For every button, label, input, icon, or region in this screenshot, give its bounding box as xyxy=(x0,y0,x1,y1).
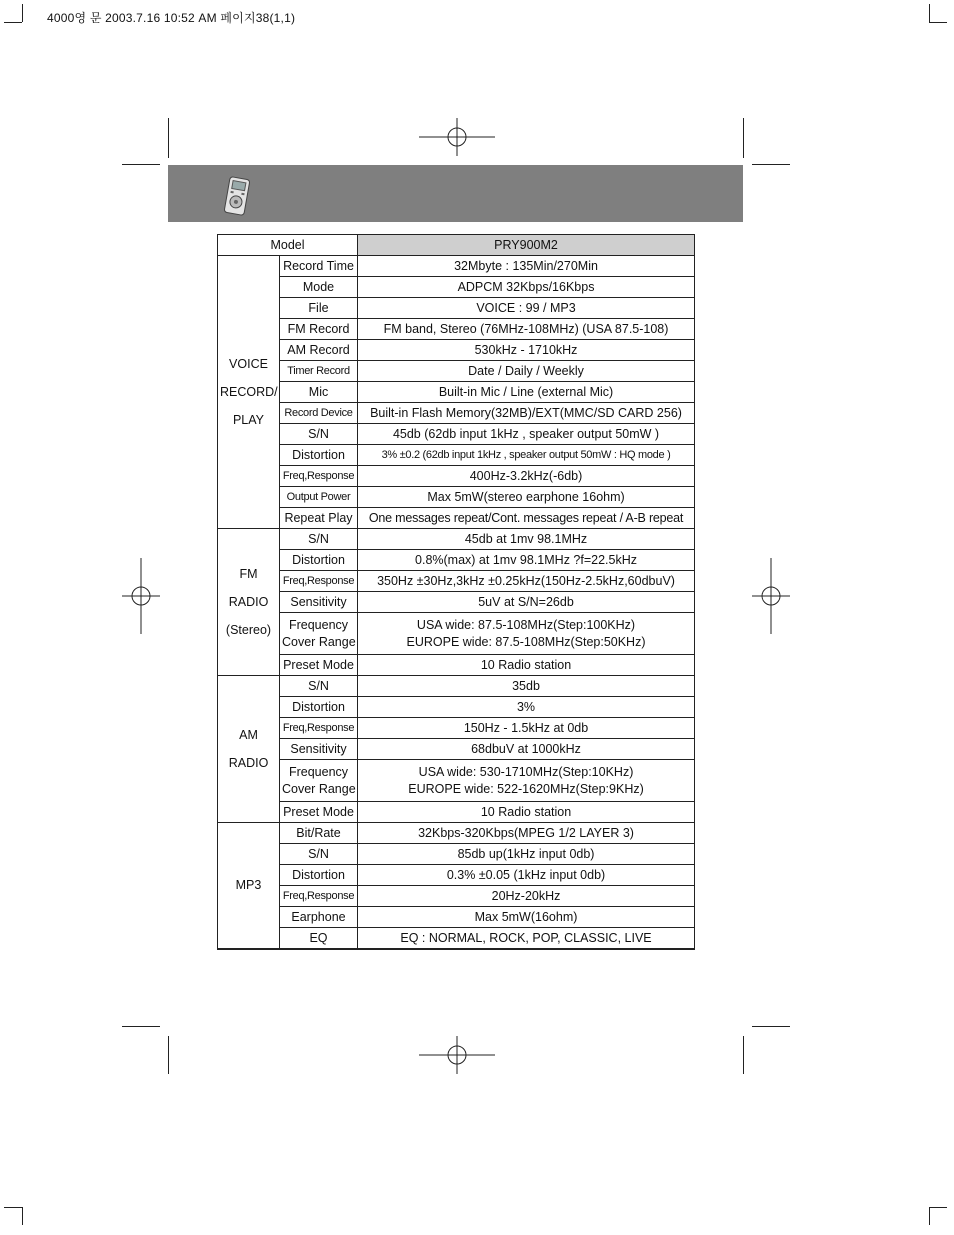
registration-target-icon xyxy=(752,558,790,634)
spec-value: 5uV at S/N=26db xyxy=(358,592,695,613)
spec-label: AM Record xyxy=(280,340,358,361)
spec-value: 20Hz-20kHz xyxy=(358,886,695,907)
crop-mark xyxy=(4,1207,22,1208)
spec-label: Preset Mode xyxy=(280,802,358,823)
table-row xyxy=(218,298,695,319)
spec-label: Freq,Response xyxy=(280,571,358,592)
spec-value: 3% ±0.2 (62db input 1kHz , speaker output 50mW : HQ mode ) xyxy=(358,445,695,466)
table-row xyxy=(218,340,695,361)
spec-value: ADPCM 32Kbps/16Kbps xyxy=(358,277,695,298)
crop-mark xyxy=(929,1207,947,1208)
spec-label-line: Frequency xyxy=(288,617,349,632)
trim-mark xyxy=(752,164,790,165)
spec-value: 150Hz - 1.5kHz at 0db xyxy=(358,718,695,739)
table-row xyxy=(218,739,695,760)
crop-mark xyxy=(22,4,23,22)
trim-mark xyxy=(122,1026,160,1027)
spec-value: 350Hz ±30Hz,3kHz ±0.25kHz(150Hz-2.5kHz,60dbuV) xyxy=(358,571,695,592)
table-row xyxy=(218,823,695,844)
spec-label: Freq,Response xyxy=(280,886,358,907)
mp3-player-icon xyxy=(222,176,252,216)
table-row xyxy=(218,844,695,865)
table-row xyxy=(218,928,695,949)
spec-label: S/N xyxy=(280,844,358,865)
spec-value: 45db (62db input 1kHz , speaker output 50mW ) xyxy=(358,424,695,445)
spec-value: Built-in Flash Memory(32MB)/EXT(MMC/SD CARD 256) xyxy=(358,403,695,424)
table-row xyxy=(218,718,695,739)
spec-value-line: USA wide: 87.5-108MHz(Step:100KHz) xyxy=(416,617,636,632)
table-row xyxy=(218,592,695,613)
crop-mark xyxy=(4,22,22,23)
table-row xyxy=(218,865,695,886)
section-label: MP3 xyxy=(235,878,262,893)
table-row xyxy=(218,655,695,676)
spec-table xyxy=(217,234,695,950)
spec-value: Max 5mW(stereo earphone 16ohm) xyxy=(358,487,695,508)
table-row xyxy=(218,571,695,592)
spec-label: Earphone xyxy=(280,907,358,928)
spec-label: Freq,Response xyxy=(280,466,358,487)
table-row xyxy=(218,403,695,424)
crop-mark xyxy=(929,1207,930,1225)
registration-target-icon xyxy=(419,1036,495,1074)
table-row xyxy=(218,256,695,277)
table-row xyxy=(218,760,695,802)
section-mp3 xyxy=(218,823,280,949)
spec-value: Built-in Mic / Line (external Mic) xyxy=(358,382,695,403)
section-voice xyxy=(218,256,280,529)
section-label: FM xyxy=(239,567,258,581)
spec-label: Timer Record xyxy=(280,361,358,382)
spec-label: Sensitivity xyxy=(280,592,358,613)
crop-mark xyxy=(929,22,947,23)
section-label: RADIO xyxy=(228,595,269,609)
registration-target-icon xyxy=(419,118,495,156)
table-row xyxy=(218,886,695,907)
spec-value: VOICE : 99 / MP3 xyxy=(358,298,695,319)
table-row xyxy=(218,907,695,928)
registration-target-icon xyxy=(122,558,160,634)
spec-label: Distortion xyxy=(280,550,358,571)
spec-value: 68dbuV at 1000kHz xyxy=(358,739,695,760)
table-row xyxy=(218,445,695,466)
print-header: 4000영 문 2003.7.16 10:52 AM 페이지38(1,1) xyxy=(47,11,296,25)
crop-mark xyxy=(929,4,930,22)
table-row xyxy=(218,361,695,382)
trim-mark xyxy=(168,1036,169,1074)
spec-value: 0.8%(max) at 1mv 98.1MHz ?f=22.5kHz xyxy=(358,550,695,571)
table-row xyxy=(218,319,695,340)
spec-label: Repeat Play xyxy=(280,508,358,529)
spec-value: One messages repeat/Cont. messages repeat / A-B repeat xyxy=(358,508,695,529)
spec-label: Mic xyxy=(280,382,358,403)
spec-value-line: EUROPE wide: 87.5-108MHz(Step:50KHz) xyxy=(406,634,646,649)
table-row xyxy=(218,277,695,298)
spec-label: Sensitivity xyxy=(280,739,358,760)
section-label: AM xyxy=(239,728,258,742)
trim-mark xyxy=(168,118,169,158)
spec-value: 32Mbyte : 135Min/270Min xyxy=(358,256,695,277)
table-row xyxy=(218,508,695,529)
table-row xyxy=(218,550,695,571)
spec-value xyxy=(358,760,695,802)
spec-value: 400Hz-3.2kHz(-6db) xyxy=(358,466,695,487)
trim-mark xyxy=(752,1026,790,1027)
spec-value: 32Kbps-320Kbps(MPEG 1/2 LAYER 3) xyxy=(358,823,695,844)
table-row xyxy=(218,487,695,508)
spec-label: FM Record xyxy=(280,319,358,340)
section-fm xyxy=(218,529,280,676)
spec-label: Bit/Rate xyxy=(280,823,358,844)
section-label: PLAY xyxy=(232,413,265,427)
trim-mark xyxy=(122,164,160,165)
section-am xyxy=(218,676,280,823)
spec-value: 45db at 1mv 98.1MHz xyxy=(358,529,695,550)
section-label: VOICE xyxy=(229,357,268,371)
table-row xyxy=(218,529,695,550)
spec-value: 85db up(1kHz input 0db) xyxy=(358,844,695,865)
spec-label: S/N xyxy=(280,424,358,445)
spec-value xyxy=(358,613,695,655)
spec-label: S/N xyxy=(280,676,358,697)
spec-label: File xyxy=(280,298,358,319)
spec-value-line: EUROPE wide: 522-1620MHz(Step:9KHz) xyxy=(408,781,644,796)
spec-label: Output Power xyxy=(280,487,358,508)
spec-label: S/N xyxy=(280,529,358,550)
section-label: RADIO xyxy=(228,756,269,770)
table-row xyxy=(218,382,695,403)
spec-value: 3% xyxy=(358,697,695,718)
spec-label: Distortion xyxy=(280,445,358,466)
spec-value: FM band, Stereo (76MHz-108MHz) (USA 87.5-108) xyxy=(358,319,695,340)
spec-label: Distortion xyxy=(280,697,358,718)
spec-label: Record Device xyxy=(280,403,358,424)
spec-label-line: Frequency xyxy=(288,764,349,779)
spec-value: EQ : NORMAL, ROCK, POP, CLASSIC, LIVE xyxy=(358,928,695,949)
spec-label: Mode xyxy=(280,277,358,298)
trim-mark xyxy=(743,118,744,158)
spec-value: 10 Radio station xyxy=(358,655,695,676)
spec-value: Date / Daily / Weekly xyxy=(358,361,695,382)
header-band xyxy=(168,165,743,222)
spec-value: 0.3% ±0.05 (1kHz input 0db) xyxy=(358,865,695,886)
spec-label-line: Cover Range xyxy=(282,634,356,649)
section-label: (Stereo) xyxy=(225,623,272,637)
spec-label: Record Time xyxy=(280,256,358,277)
spec-value: 35db xyxy=(358,676,695,697)
model-label: Model xyxy=(218,235,358,256)
spec-label: Distortion xyxy=(280,865,358,886)
table-row xyxy=(218,676,695,697)
spec-label: EQ xyxy=(280,928,358,949)
spec-label-line: Cover Range xyxy=(282,781,356,796)
spec-label: Freq,Response xyxy=(280,718,358,739)
spec-label xyxy=(280,760,358,802)
table-row xyxy=(218,697,695,718)
table-row xyxy=(218,424,695,445)
section-label: RECORD/ xyxy=(220,385,278,399)
spec-label: Preset Mode xyxy=(280,655,358,676)
table-row xyxy=(218,613,695,655)
crop-mark xyxy=(22,1207,23,1225)
table-row xyxy=(218,466,695,487)
table-row xyxy=(218,235,695,256)
spec-label xyxy=(280,613,358,655)
model-value: PRY900M2 xyxy=(358,235,695,256)
spec-value-line: USA wide: 530-1710MHz(Step:10KHz) xyxy=(418,764,634,779)
spec-value: Max 5mW(16ohm) xyxy=(358,907,695,928)
spec-value: 10 Radio station xyxy=(358,802,695,823)
spec-value: 530kHz - 1710kHz xyxy=(358,340,695,361)
table-row xyxy=(218,802,695,823)
trim-mark xyxy=(743,1036,744,1074)
